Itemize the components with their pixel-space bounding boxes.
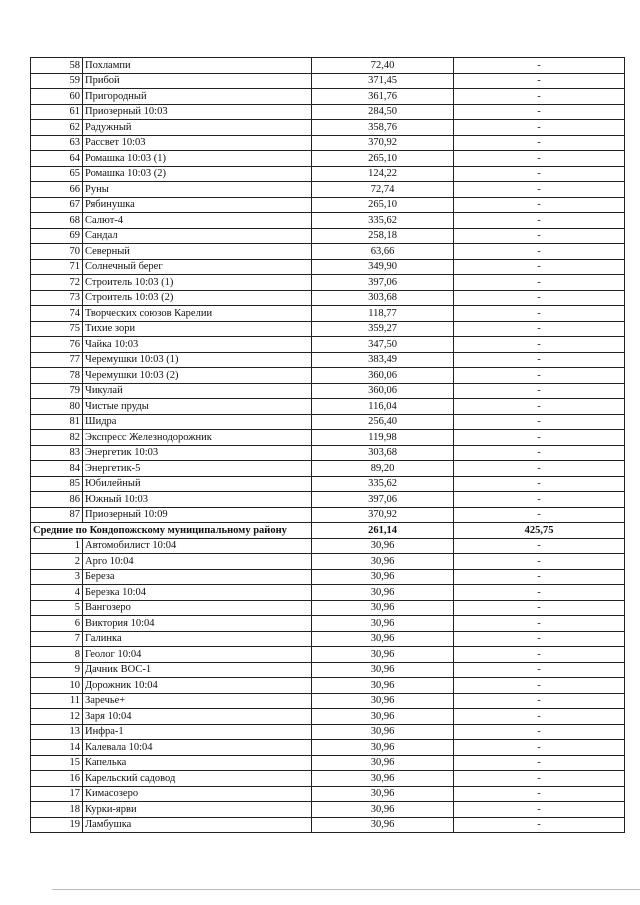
row-name: Строитель 10:03 (1) — [83, 275, 312, 291]
row-number: 3 — [31, 569, 83, 585]
row-number: 61 — [31, 104, 83, 120]
row-extra: - — [454, 461, 625, 477]
row-value: 30,96 — [312, 585, 454, 601]
row-extra: - — [454, 104, 625, 120]
row-extra: - — [454, 600, 625, 616]
table-row — [31, 73, 625, 89]
row-name: Кимасозеро — [83, 786, 312, 802]
row-number: 18 — [31, 802, 83, 818]
row-value: 30,96 — [312, 755, 454, 771]
row-value: 397,06 — [312, 492, 454, 508]
row-number: 84 — [31, 461, 83, 477]
table-row — [31, 771, 625, 787]
row-name: Березка 10:04 — [83, 585, 312, 601]
table-row — [31, 166, 625, 182]
row-name: Дорожник 10:04 — [83, 678, 312, 694]
row-extra: - — [454, 135, 625, 151]
row-extra: - — [454, 151, 625, 167]
row-number: 2 — [31, 554, 83, 570]
row-value: 370,92 — [312, 135, 454, 151]
table-row — [31, 724, 625, 740]
row-extra: - — [454, 585, 625, 601]
row-number: 76 — [31, 337, 83, 353]
row-name: Солнечный берег — [83, 259, 312, 275]
table-row — [31, 647, 625, 663]
row-value: 30,96 — [312, 817, 454, 833]
row-value: 72,74 — [312, 182, 454, 198]
row-name: Курки-ярви — [83, 802, 312, 818]
row-number: 60 — [31, 89, 83, 105]
row-value: 265,10 — [312, 197, 454, 213]
table-row — [31, 802, 625, 818]
row-value: 63,66 — [312, 244, 454, 260]
row-name: Шидра — [83, 414, 312, 430]
row-name: Северный — [83, 244, 312, 260]
row-name: Приозерный 10:03 — [83, 104, 312, 120]
table-row — [31, 58, 625, 74]
row-value: 371,45 — [312, 73, 454, 89]
row-number: 4 — [31, 585, 83, 601]
table-row — [31, 678, 625, 694]
row-extra: - — [454, 383, 625, 399]
row-extra: - — [454, 120, 625, 136]
row-value: 361,76 — [312, 89, 454, 105]
row-number: 77 — [31, 352, 83, 368]
row-name: Виктория 10:04 — [83, 616, 312, 632]
table-row — [31, 414, 625, 430]
row-extra: - — [454, 430, 625, 446]
row-extra: - — [454, 507, 625, 523]
table-row — [31, 275, 625, 291]
table-row — [31, 461, 625, 477]
row-number: 8 — [31, 647, 83, 663]
table-row — [31, 476, 625, 492]
row-number: 5 — [31, 600, 83, 616]
row-name: Геолог 10:04 — [83, 647, 312, 663]
row-name: Чайка 10:03 — [83, 337, 312, 353]
row-number: 70 — [31, 244, 83, 260]
row-extra: - — [454, 352, 625, 368]
row-value: 30,96 — [312, 569, 454, 585]
table-row — [31, 259, 625, 275]
row-name: Ромашка 10:03 (2) — [83, 166, 312, 182]
table-row — [31, 228, 625, 244]
row-value: 397,06 — [312, 275, 454, 291]
row-name: Радужный — [83, 120, 312, 136]
row-number: 87 — [31, 507, 83, 523]
row-name: Экспресс Железнодорожник — [83, 430, 312, 446]
row-number: 65 — [31, 166, 83, 182]
row-extra: - — [454, 678, 625, 694]
row-name: Южный 10:03 — [83, 492, 312, 508]
row-extra: - — [454, 228, 625, 244]
row-value: 118,77 — [312, 306, 454, 322]
row-value: 265,10 — [312, 151, 454, 167]
row-name: Галинка — [83, 631, 312, 647]
row-number: 1 — [31, 538, 83, 554]
table-row — [31, 120, 625, 136]
row-value: 30,96 — [312, 662, 454, 678]
row-name: Ромашка 10:03 (1) — [83, 151, 312, 167]
row-number: 12 — [31, 709, 83, 725]
row-name: Инфра-1 — [83, 724, 312, 740]
row-name: Энергетик-5 — [83, 461, 312, 477]
row-name: Рассвет 10:03 — [83, 135, 312, 151]
table-row — [31, 492, 625, 508]
row-number: 13 — [31, 724, 83, 740]
row-number: 15 — [31, 755, 83, 771]
row-value: 370,92 — [312, 507, 454, 523]
row-extra: - — [454, 321, 625, 337]
row-name: Тихие зори — [83, 321, 312, 337]
row-value: 30,96 — [312, 554, 454, 570]
table-row — [31, 755, 625, 771]
row-number: 83 — [31, 445, 83, 461]
row-name: Заречье+ — [83, 693, 312, 709]
row-name: Карельский садовод — [83, 771, 312, 787]
row-extra: - — [454, 569, 625, 585]
row-extra: - — [454, 631, 625, 647]
row-number: 14 — [31, 740, 83, 756]
table-row — [31, 321, 625, 337]
row-number: 58 — [31, 58, 83, 74]
row-extra: - — [454, 58, 625, 74]
row-name: Пригородный — [83, 89, 312, 105]
table-row — [31, 290, 625, 306]
row-number: 69 — [31, 228, 83, 244]
row-name: Вангозеро — [83, 600, 312, 616]
table-row — [31, 662, 625, 678]
row-number: 6 — [31, 616, 83, 632]
row-extra: - — [454, 368, 625, 384]
row-value: 30,96 — [312, 771, 454, 787]
table-row — [31, 104, 625, 120]
row-name: Арго 10:04 — [83, 554, 312, 570]
row-extra: - — [454, 337, 625, 353]
row-number: 16 — [31, 771, 83, 787]
row-number: 9 — [31, 662, 83, 678]
row-number: 78 — [31, 368, 83, 384]
row-extra: - — [454, 662, 625, 678]
row-number: 81 — [31, 414, 83, 430]
row-extra: - — [454, 755, 625, 771]
row-extra: - — [454, 306, 625, 322]
row-value: 360,06 — [312, 383, 454, 399]
row-value: 30,96 — [312, 740, 454, 756]
table-row — [31, 244, 625, 260]
row-name: Похлампи — [83, 58, 312, 74]
row-extra: - — [454, 166, 625, 182]
row-value: 30,96 — [312, 678, 454, 694]
row-extra: - — [454, 73, 625, 89]
row-value: 30,96 — [312, 724, 454, 740]
row-number: 7 — [31, 631, 83, 647]
row-name: Автомобилист 10:04 — [83, 538, 312, 554]
row-name: Руны — [83, 182, 312, 198]
row-number: 74 — [31, 306, 83, 322]
row-value: 303,68 — [312, 445, 454, 461]
row-extra: - — [454, 414, 625, 430]
row-extra: - — [454, 802, 625, 818]
table-row — [31, 507, 625, 523]
row-name: Салют-4 — [83, 213, 312, 229]
summary-row — [31, 523, 625, 539]
row-number: 86 — [31, 492, 83, 508]
row-value: 258,18 — [312, 228, 454, 244]
summary-label: Средние по Кондопожскому муниципальному району — [31, 523, 312, 539]
row-name: Прибой — [83, 73, 312, 89]
row-extra: - — [454, 213, 625, 229]
row-value: 89,20 — [312, 461, 454, 477]
row-extra: - — [454, 554, 625, 570]
row-value: 335,62 — [312, 476, 454, 492]
table-row — [31, 600, 625, 616]
row-value: 349,90 — [312, 259, 454, 275]
row-value: 284,50 — [312, 104, 454, 120]
row-number: 63 — [31, 135, 83, 151]
row-name: Сандал — [83, 228, 312, 244]
row-extra: - — [454, 786, 625, 802]
row-value: 30,96 — [312, 647, 454, 663]
table-row — [31, 368, 625, 384]
table-row — [31, 445, 625, 461]
row-value: 119,98 — [312, 430, 454, 446]
row-extra: - — [454, 182, 625, 198]
row-name: Энергетик 10:03 — [83, 445, 312, 461]
table-row — [31, 709, 625, 725]
row-value: 30,96 — [312, 786, 454, 802]
row-number: 59 — [31, 73, 83, 89]
row-extra: - — [454, 399, 625, 415]
row-extra: - — [454, 709, 625, 725]
row-number: 79 — [31, 383, 83, 399]
row-name: Береза — [83, 569, 312, 585]
row-number: 68 — [31, 213, 83, 229]
row-extra: - — [454, 724, 625, 740]
row-extra: - — [454, 647, 625, 663]
row-number: 82 — [31, 430, 83, 446]
table-row — [31, 585, 625, 601]
row-extra: - — [454, 275, 625, 291]
row-extra: - — [454, 197, 625, 213]
row-extra: - — [454, 492, 625, 508]
row-value: 256,40 — [312, 414, 454, 430]
row-number: 10 — [31, 678, 83, 694]
row-extra: - — [454, 616, 625, 632]
table-body-lower — [31, 538, 625, 833]
row-extra: - — [454, 476, 625, 492]
row-name: Чистые пруды — [83, 399, 312, 415]
table-row — [31, 197, 625, 213]
row-value: 30,96 — [312, 631, 454, 647]
row-value: 30,96 — [312, 600, 454, 616]
summary-value: 261,14 — [312, 523, 454, 539]
row-number: 80 — [31, 399, 83, 415]
row-number: 73 — [31, 290, 83, 306]
table-row — [31, 817, 625, 833]
row-number: 64 — [31, 151, 83, 167]
row-value: 358,76 — [312, 120, 454, 136]
table-row — [31, 151, 625, 167]
row-value: 72,40 — [312, 58, 454, 74]
row-extra: - — [454, 771, 625, 787]
data-table — [30, 57, 625, 833]
row-number: 66 — [31, 182, 83, 198]
table-row — [31, 352, 625, 368]
row-number: 11 — [31, 693, 83, 709]
table-row — [31, 337, 625, 353]
row-name: Черемушки 10:03 (1) — [83, 352, 312, 368]
table-row — [31, 135, 625, 151]
row-extra: - — [454, 89, 625, 105]
row-extra: - — [454, 817, 625, 833]
row-name: Рябинушка — [83, 197, 312, 213]
row-value: 30,96 — [312, 709, 454, 725]
table-row — [31, 89, 625, 105]
row-name: Ламбушка — [83, 817, 312, 833]
row-name: Дачник ВОС-1 — [83, 662, 312, 678]
row-number: 62 — [31, 120, 83, 136]
row-value: 359,27 — [312, 321, 454, 337]
table-body-summary — [31, 523, 625, 539]
page-bottom-rule — [52, 889, 640, 890]
row-name: Калевала 10:04 — [83, 740, 312, 756]
table-row — [31, 616, 625, 632]
row-number: 72 — [31, 275, 83, 291]
row-number: 67 — [31, 197, 83, 213]
row-name: Строитель 10:03 (2) — [83, 290, 312, 306]
row-value: 30,96 — [312, 802, 454, 818]
row-value: 30,96 — [312, 693, 454, 709]
row-extra: - — [454, 538, 625, 554]
row-value: 303,68 — [312, 290, 454, 306]
row-number: 85 — [31, 476, 83, 492]
row-name: Черемушки 10:03 (2) — [83, 368, 312, 384]
table-row — [31, 693, 625, 709]
row-value: 30,96 — [312, 616, 454, 632]
table-body-upper — [31, 58, 625, 523]
row-value: 383,49 — [312, 352, 454, 368]
row-name: Капелька — [83, 755, 312, 771]
table-row — [31, 554, 625, 570]
table-row — [31, 383, 625, 399]
row-extra: - — [454, 445, 625, 461]
row-extra: - — [454, 740, 625, 756]
row-number: 17 — [31, 786, 83, 802]
row-name: Юбилейный — [83, 476, 312, 492]
table-row — [31, 399, 625, 415]
row-number: 75 — [31, 321, 83, 337]
row-number: 19 — [31, 817, 83, 833]
table-row — [31, 786, 625, 802]
row-value: 360,06 — [312, 368, 454, 384]
row-value: 30,96 — [312, 538, 454, 554]
table-row — [31, 740, 625, 756]
row-name: Заря 10:04 — [83, 709, 312, 725]
row-name: Чикулай — [83, 383, 312, 399]
row-number: 71 — [31, 259, 83, 275]
row-extra: - — [454, 244, 625, 260]
summary-extra: 425,75 — [454, 523, 625, 539]
table-row — [31, 569, 625, 585]
row-value: 347,50 — [312, 337, 454, 353]
table-row — [31, 538, 625, 554]
row-value: 124,22 — [312, 166, 454, 182]
row-extra: - — [454, 290, 625, 306]
table-row — [31, 430, 625, 446]
row-name: Приозерный 10:09 — [83, 507, 312, 523]
table-row — [31, 631, 625, 647]
table-row — [31, 306, 625, 322]
row-name: Творческих союзов Карелии — [83, 306, 312, 322]
row-extra: - — [454, 693, 625, 709]
row-extra: - — [454, 259, 625, 275]
table-row — [31, 213, 625, 229]
row-value: 116,04 — [312, 399, 454, 415]
table-row — [31, 182, 625, 198]
row-value: 335,62 — [312, 213, 454, 229]
